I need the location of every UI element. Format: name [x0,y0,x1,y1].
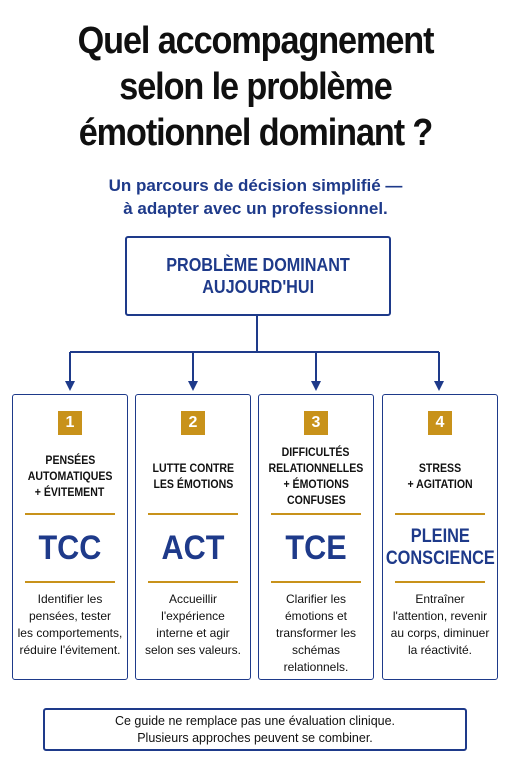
description-line: l'attention, revenir [392,609,488,623]
description-line: la réactivité. [407,643,473,657]
label-line: + ÉVITEMENT [35,485,105,499]
method-line: PLEINE [410,526,470,547]
label-line: AUTOMATIQUES [27,469,113,483]
label-line: DIFFICULTÉS [282,445,350,459]
card-number-badge: 3 [304,411,328,435]
subtitle-line: Un parcours de décision simplifié — [108,176,403,195]
card-method-name [385,517,495,579]
title-line: émotionnel dominant ? [78,112,433,154]
divider [271,513,361,515]
description-line: émotions et [284,609,348,623]
description-line: Clarifier les [285,592,346,606]
option-card-tcc [12,394,128,680]
divider [25,581,115,583]
label-line: LES ÉMOTIONS [153,477,233,491]
divider [148,581,238,583]
description-line: l'expérience [161,609,225,623]
card-description [17,591,123,659]
option-card-pleine-conscience [382,394,498,680]
description-line: interne et agir [156,626,230,640]
description-line: schémas [291,643,341,657]
method-line: TCC [38,529,102,567]
card-number-badge: 4 [428,411,452,435]
divider [148,513,238,515]
description-line: Identifier les [37,592,103,606]
card-problem-label [140,443,246,509]
card-method-name [261,517,371,579]
divider [395,581,485,583]
description-line: Accueillir [168,592,217,606]
label-line: LUTTE CONTRE [152,461,234,475]
root-box-line: AUJOURD'HUI [202,277,314,297]
card-method-name [15,517,125,579]
label-line: + AGITATION [407,477,473,491]
card-description [140,591,246,659]
card-number-badge: 2 [181,411,205,435]
description-line: au corps, diminuer [390,626,490,640]
method-line: ACT [161,529,225,567]
method-line: TCE [285,529,347,567]
description-line: relationnels. [283,660,349,674]
card-method-name [138,517,248,579]
label-line: + ÉMOTIONS [283,477,349,491]
subtitle-line: à adapter avec un professionnel. [123,199,388,218]
card-description [387,591,493,659]
disclaimer-box [43,708,467,751]
description-line: les comportements, [17,626,123,640]
root-box-line: PROBLÈME DOMINANT [166,255,350,275]
divider [271,581,361,583]
divider [395,513,485,515]
divider [25,513,115,515]
disclaimer-line: Ce guide ne remplace pas une évaluation clinique. [114,713,396,728]
title-line: selon le problème [119,66,392,108]
card-problem-label [263,443,369,509]
option-card-tce [258,394,374,680]
card-description [263,591,369,676]
disclaimer-line: Plusieurs approches peuvent se combiner. [137,730,373,745]
card-problem-label [387,443,493,509]
label-line: CONFUSES [286,493,346,507]
description-line: transformer les [275,626,357,640]
label-line: STRESS [418,461,462,475]
label-line: RELATIONNELLES [268,461,364,475]
description-line: selon ses valeurs. [144,643,242,657]
option-card-act [135,394,251,680]
label-line: PENSÉES [45,453,95,467]
description-line: Entraîner [415,592,465,606]
card-number-badge: 1 [58,411,82,435]
description-line: réduire l'évitement. [19,643,121,657]
description-line: pensées, tester [28,609,112,623]
method-line: CONSCIENCE [385,548,495,569]
card-problem-label [17,443,123,509]
title-line: Quel accompagnement [77,20,434,62]
